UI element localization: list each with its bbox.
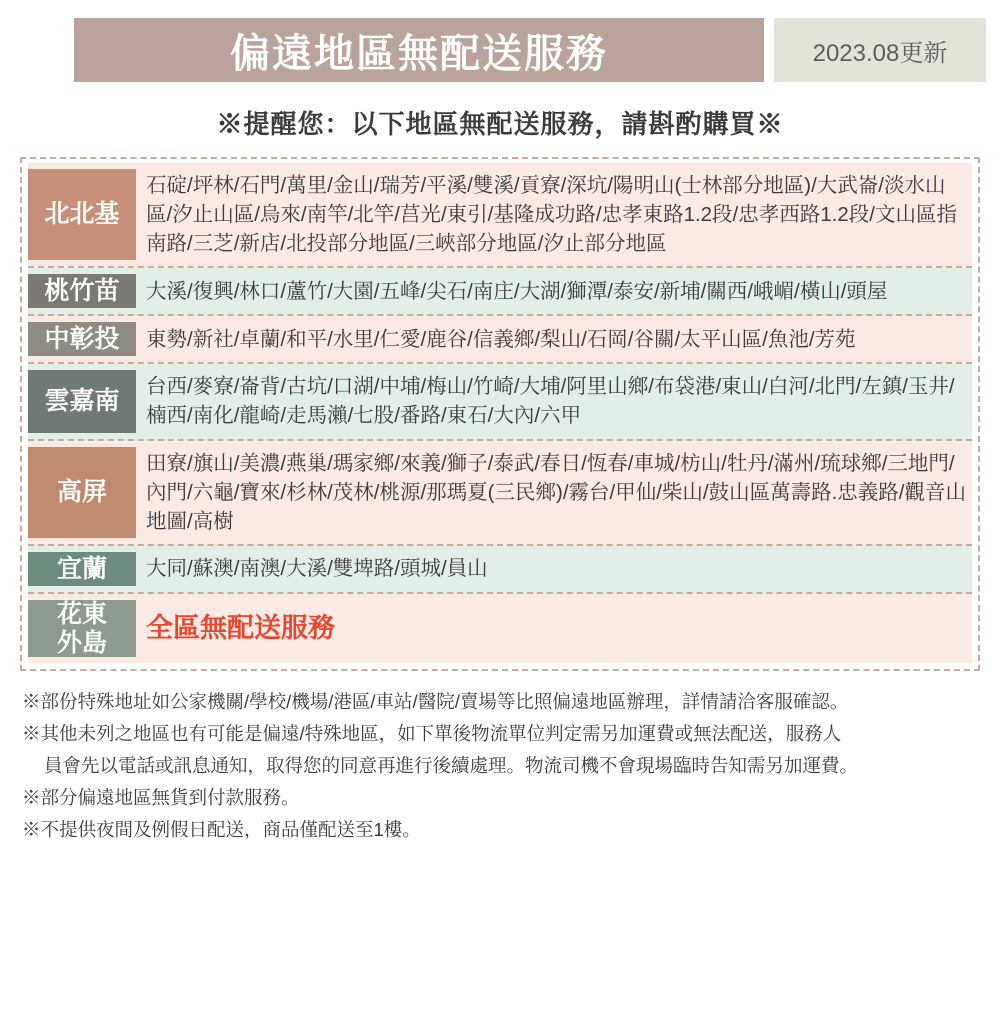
page-root: [0, 18, 1000, 1018]
note-line: ※部分偏遠地區無貨到付款服務。: [22, 787, 300, 809]
region-content: 石碇/坪林/石門/萬里/金山/瑞芳/平溪/雙溪/貢寮/深坑/陽明山(士林部分地區)/大武崙/淡水山區/汐止山區/烏來/南竿/北竿/莒光/東引/基隆成功路/忠孝東路1.2段/忠孝西路1.2段/文山區指南路/三芝/新店/北投部分地區/三峽部分地區/汐止部分地區: [146, 174, 957, 256]
table-row: [28, 316, 972, 364]
footer-notes: [22, 687, 978, 845]
region-content: 大溪/復興/林口/蘆竹/大園/五峰/尖石/南庄/大湖/獅潭/泰安/新埔/關西/峨嵋/橫山/頭屋: [146, 279, 888, 303]
table-row: [28, 163, 972, 268]
table-row: [28, 364, 972, 440]
table-row: [28, 594, 972, 664]
region-label: 高屏: [28, 447, 136, 538]
note-line: ※不提供夜間及例假日配送，商品僅配送至1樓。: [22, 819, 421, 841]
region-label-line2: 外島: [56, 628, 107, 657]
region-label: [28, 600, 136, 658]
page-title: 偏遠地區無配送服務: [74, 18, 764, 82]
region-label: 北北基: [28, 169, 136, 260]
region-table: [20, 157, 980, 671]
note-line: ※其他未列之地區也有可能是偏遠/特殊地區，如下單後物流單位判定需另加運費或無法配送，服務人: [22, 723, 842, 745]
note-line: ※部份特殊地址如公家機關/學校/機場/港區/車站/醫院/賣場等比照偏遠地區辦理，詳情請洽客服確認。: [22, 691, 849, 713]
region-content: 大同/蘇澳/南澳/大溪/雙埤路/頭城/員山: [146, 557, 488, 581]
region-label: 宜蘭: [28, 552, 136, 586]
note-line: 員會先以電話或訊息通知，取得您的同意再進行後續處理。物流司機不會現場臨時告知需另加運費。: [44, 755, 859, 777]
region-content-alert: 全區無配送服務: [146, 613, 335, 644]
region-content: 田寮/旗山/美濃/燕巢/瑪家鄉/來義/獅子/泰武/春日/恆春/車城/枋山/牡丹/滿州/琉球鄉/三地門/內門/六龜/寶來/杉林/茂林/桃源/那瑪夏(三民鄉)/霧台/甲仙/柴山/鼓山區萬壽路.忠義路/觀音山地圖/高樹: [146, 451, 966, 533]
region-label: 雲嘉南: [28, 370, 136, 432]
table-row: [28, 441, 972, 546]
region-content: 東勢/新社/卓蘭/和平/水里/仁愛/鹿谷/信義鄉/梨山/石岡/谷關/太平山區/魚池/芳苑: [146, 327, 856, 351]
header: [14, 18, 986, 82]
update-date-badge: 2023.08更新: [774, 18, 986, 82]
region-content: 台西/麥寮/崙背/古坑/口湖/中埔/梅山/竹崎/大埔/阿里山鄉/布袋港/東山/白河/北門/左鎮/玉井/楠西/南化/龍崎/走馬瀨/七股/番路/東石/大內/六甲: [146, 375, 955, 428]
subtitle-notice: ※提醒您：以下地區無配送服務，請斟酌購買※: [216, 109, 784, 139]
region-label-line1: 花東: [56, 599, 107, 628]
table-row: [28, 268, 972, 316]
table-row: [28, 546, 972, 594]
region-label: 桃竹苗: [28, 274, 136, 308]
region-label: 中彰投: [28, 322, 136, 356]
